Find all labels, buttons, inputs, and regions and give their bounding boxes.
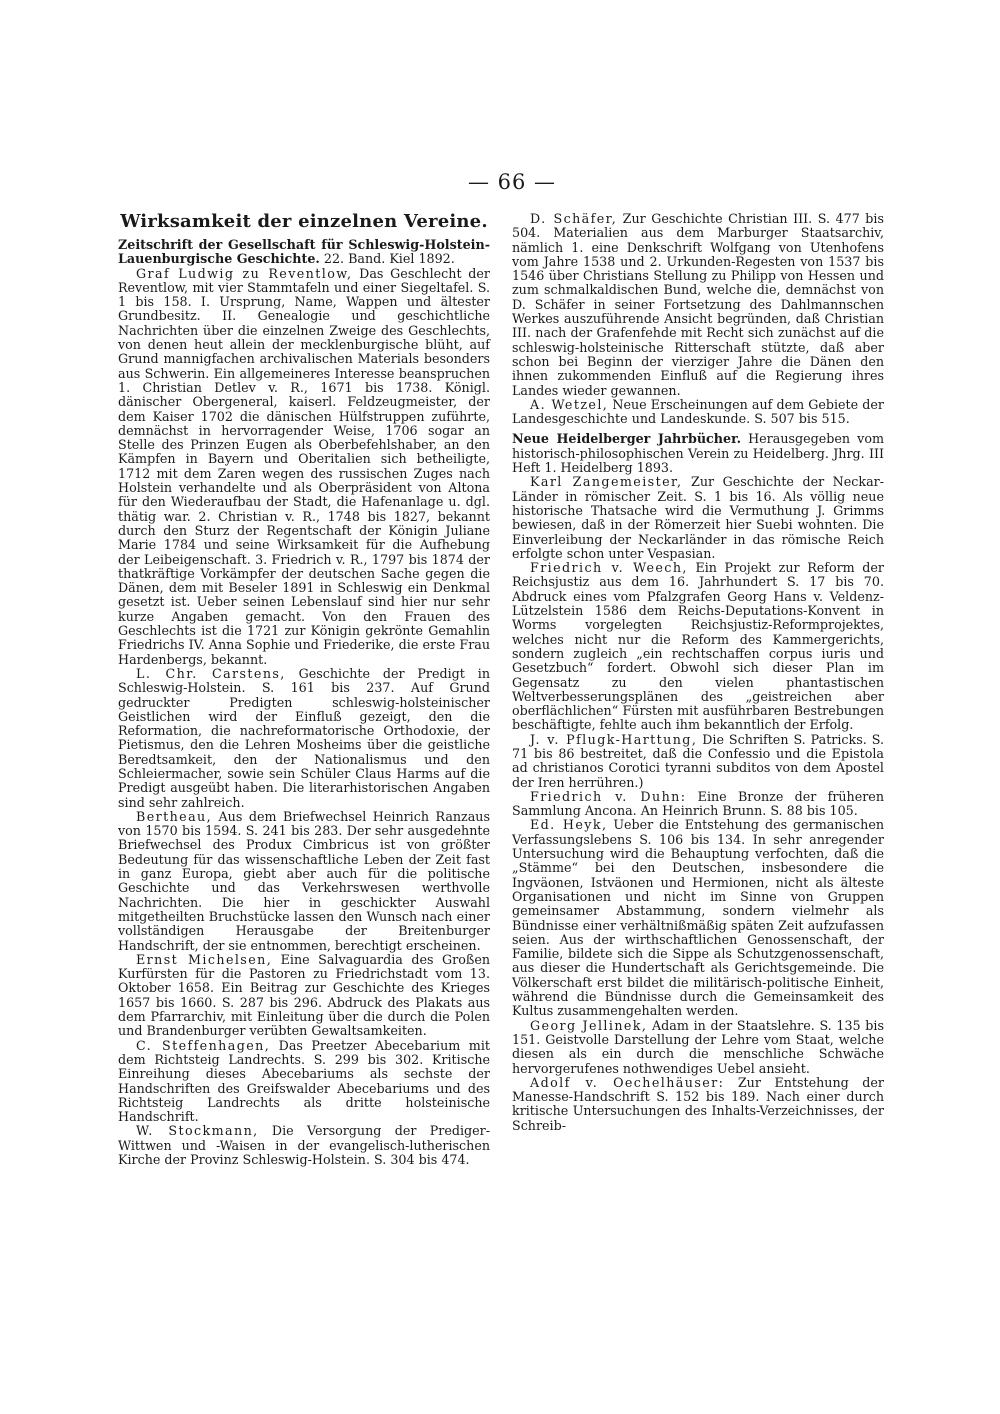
entry-zangemeister — [512, 475, 884, 561]
entry-text: Zur Geschichte der Neckar-Länder in römischer Zeit. S. 1 bis 16. Als völlig neue historische Thatsache wird die Vermuthung J. Grimms bewiesen, daß in der Römerzeit hier Suebi wohnten. Die Einverleibung der Neckarländer in das römische Reich erfolgte schon unter Vespasian. — [512, 474, 884, 561]
entry-author: Bertheau, — [136, 808, 213, 824]
entry-text: Eine Bronze der früheren Sammlung Ancona. An Heinrich Brunn. S. 88 bis 105. — [512, 788, 884, 819]
entry-author: A. Wetzel, — [530, 396, 609, 412]
entry-jellinek — [512, 1019, 884, 1076]
entry-text: Das Preetzer Abecebarium mit dem Richtsteig Landrechts. S. 299 bis 302. Kritische Einreihung dieses Abecebariums als sechste der Handschriften des Greifswalder Abecebariums und des Richtsteig Landrechts als dritte holsteinische Handschrift. — [118, 1037, 490, 1125]
entry-text: Die Versorgung der Prediger-Wittwen und -Waisen in der evangelisch-lutherischen Kirche der Provinz Schleswig-Holstein. S. 304 bis 474. — [118, 1123, 491, 1167]
entry-steffenhagen — [118, 1039, 490, 1125]
entry-text: Neue Erscheinungen auf dem Gebiete der Landesgeschichte und Landeskunde. S. 507 bis 515. — [512, 396, 884, 427]
entry-oechelhaeuser — [512, 1076, 884, 1133]
entry-heyk — [512, 818, 884, 1018]
entry-author: Karl Zangemeister, — [530, 474, 683, 490]
entry-carstens — [118, 667, 490, 810]
entry-text: Das Geschlecht der Reventlow, mit vier Stammtafeln und einer Siegeltafel. S. 1 bis 158. I. Ursprung, Name, Wappen und ältester Grundbesitz. II. Genealogie und geschichtliche Nachrichten über die einzelnen Zweige des Geschlechts, von denen heut allein der mecklenburgische blüht, auf Grund mannigfachen archivalischen Materials besonders aus Schwerin. Ein allgemeineres Interesse beanspruchen 1. Christian Detlev v. R., 1671 bis 1738. Königl. dänischer Obergeneral, kaiserl. Feldzeugmeister, der dem Kaiser 1702 die dänischen Hülfstruppen zuführte, demnächst in hervorragender Weise, 1706 sogar an Stelle des Prinzen Eugen als Oberbefehlshaber, an den Kämpfen in Bayern und Oberitalien sich betheiligte, 1712 mit dem Zaren wegen des russischen Zuges nach Holstein verhandelte und als Oberpräsident von Altona für den Wiederaufbau der Stadt, die Hafenanlage u. dgl. thätig war. 2. Christian v. R., 1748 bis 1827, bekannt durch den Sturz der Regentschaft der Königin Juliane Marie 1784 und seine Wirksamkeit für die Aufhebung der Leibeigenschaft. 3. Friedrich v. R., 1797 bis 1874 der thatkräftige Vorkämpfer der deutschen Sache gegen die Dänen, dem mit Beseler 1891 in Schleswig ein Denkmal gesetzt ist. Ueber seinen Lebenslauf sind hier nur sehr kurze Angaben gemacht. Von den Frauen des Geschlechts ist die 1721 zur Königin gekrönte Gemahlin Friedrichs IV. Anna Sophie und Friederike, die erste Frau Hardenbergs, bekannt. — [118, 265, 490, 667]
entry-text: Geschichte der Predigt in Schleswig-Holstein. S. 161 bis 237. Auf Grund gedruckter Predigten schleswig-holsteinischer Geistlichen wird der Einfluß gezeigt, den die Reformation, die nachreformatorische Orthodoxie, der Pietismus, den die Lehren Mosheims über die geistliche Beredtsamkeit, den der Nationalismus und den Schleiermacher, sowie sein Schüler Claus Harms auf die Predigt ausgeübt haben. Die literarhistorischen Angaben sind sehr zahlreich. — [118, 665, 490, 810]
entry-text: Ein Projekt zur Reform der Reichsjustiz aus dem 16. Jahrhundert S. 17 bis 70. Abdruck eines vom Pfalzgrafen Georg Hans v. Veldenz-Lützelstein 1586 dem Reichs-Deputations-Konvent in Worms vorgelegten Reichsjustiz-Reformprojektes, welches nicht nur die Reform des Kammergerichts, sondern zugleich „ein rechtschaffen corpus iuris und Gesetzbuch“ fordert. Obwohl sich dieser Plan im Gegensatz zu den vielen phantastischen Weltverbesserungsplänen des „geistreichen aber oberflächlichen“ Fürsten mit ausführbaren Bestrebungen beschäftigte, fehlte auch ihm bekanntlich der Erfolg. — [512, 560, 884, 733]
entry-text: Zur Entstehung der Manesse-Handschrift S. 152 bis 189. Nach einer durch kritische Untersuchungen des Inhalts-Verzeichnisses, der Schreib- — [512, 1074, 884, 1133]
entry-text: Eine Salvaguardia des Großen Kurfürsten für die Pastoren zu Friedrichstadt vom 13. Oktober 1658. Ein Beitrag zur Geschichte des Krieges 1657 bis 1660. S. 287 bis 296. Abdruck des Plakats aus dem Pfarrarchiv, mit Einleitung über die durch die Polen und Brandenburger verübten Gewaltsamkeiten. — [118, 951, 491, 1039]
page-number: — 66 — — [467, 170, 557, 194]
entry-author: Adolf v. Oechelhäuser: — [530, 1074, 725, 1090]
entry-author: C. Steffenhagen, — [136, 1037, 271, 1053]
right-column — [512, 212, 884, 1133]
entry-weech — [512, 561, 884, 733]
entry-author: Ernst Michelsen, — [136, 951, 273, 967]
entry-author: Ed. Heyk, — [530, 817, 608, 833]
entry-author: Graf Ludwig zu Reventlow, — [136, 265, 353, 281]
entry-text: Aus dem Briefwechsel Heinrich Ranzaus von 1570 bis 1594. S. 241 bis 283. Der sehr ausgedehnte Briefwechsel des Produx Cimbricus ist von größter Bedeutung für das wissenschaftliche Leben der Zeit fast in ganz Europa, giebt aber auch für die politische Geschichte und das Verkehrswesen werthvolle Nachrichten. Die hier in geschickter Auswahl mitgetheilten Bruchstücke lassen den Wunsch nach einer vollständigen Herausgabe der Breitenburger Handschrift, der sie entnommen, berechtigt erscheinen. — [118, 808, 490, 953]
entry-author: L. Chr. Carstens, — [136, 665, 286, 681]
left-column — [118, 212, 490, 1167]
entry-author: Georg Jellinek, — [530, 1017, 648, 1033]
entry-stockmann — [118, 1124, 490, 1167]
journal-title: Neue Heidelberger Jahrbücher. — [512, 431, 742, 447]
entry-text: Ueber die Entstehung des germanischen Verfassungslebens S. 106 bis 134. In sehr anregender Untersuchung wird die Behauptung verfochten, daß die „Stämme“ bei den Deutschen, insbesondere die Ingväonen, Istväonen und Hermionen, nicht als älteste Organisationen und nicht im Sinne von Gruppen gemeinsamer Abstammung, sondern vielmehr als Bündnisse einer verhältnißmäßig späten Zeit aufzufassen seien. Aus der wirthschaftlichen Genossenschaft, der Familie, bildete sich die Sippe als Schutzgenossenschaft, aus dieser die Hundertschaft als Gerichtsgemeinde. Die Völkerschaft erst bildet die militärisch-politische Einheit, während die Bündnisse durch die Gemeinsamkeit des Kultus zusammengehalten werden. — [512, 817, 884, 1019]
entry-wetzel — [512, 398, 884, 427]
entry-michelsen — [118, 953, 490, 1039]
entry-author: D. Schäfer, — [530, 211, 618, 226]
entry-bertheau — [118, 810, 490, 953]
journal-info: 22. Band. Kiel 1892. — [319, 251, 455, 267]
entry-text: Adam in der Staatslehre. S. 135 bis 151. Geistvolle Darstellung der Lehre vom Staat, welche diesen als ein durch die menschliche Schwäche hervorgerufenes nothwendiges Uebel ansieht. — [512, 1017, 884, 1076]
entry-pflugk-harttung — [512, 733, 884, 790]
section-heading: Wirksamkeit der einzelnen Vereine. — [120, 211, 488, 232]
entry-author: Friedrich v. Weech, — [530, 560, 688, 576]
journal-header — [512, 432, 884, 475]
journal-title: Zeitschrift der Gesellschaft für Schleswig-Holstein-Lauenburgische Geschichte. — [118, 237, 490, 267]
entry-duhn — [512, 790, 884, 819]
entry-author: Friedrich v. Duhn: — [530, 788, 687, 804]
journal-info: Herausgegeben vom historisch-philosophischen Verein zu Heidelberg. Jhrg. III Heft 1. Heidelberg 1893. — [512, 431, 884, 476]
entry-reventlow — [118, 267, 490, 667]
entry-text: Zur Geschichte Christian III. S. 477 bis 504. Materialien aus dem Marburger Staatsarchiv, nämlich 1. eine Denkschrift Wolfgang von Utenhofens vom Jahre 1538 und 2. Urkunden-Regesten von 1537 bis 1546 über Christians Stellung zu Philipp von Hessen und zum schmalkaldischen Bund, welche die, demnächst von D. Schäfer in seiner Fortsetzung des Dahlmannschen Werkes auszuführende Ansicht begründen, daß Christian III. nach der Grafenfehde mit Recht sich zunächst auf die schleswig-holsteinische Ritterschaft stützte, daß aber schon bei Beginn der vierziger Jahre die Dänen den ihnen zukommenden Einfluß auf die Regierung ihres Landes wieder gewannen. — [512, 211, 884, 398]
entry-schaefer — [512, 212, 884, 398]
entry-author: J. v. Pflugk-Harttung, — [530, 731, 698, 747]
entry-author: W. Stockmann, — [136, 1123, 259, 1139]
journal-header — [118, 238, 490, 267]
entry-text: Die Schriften S. Patricks. S. 71 bis 86 bestreitet, daß die Confessio und die Epistola ad christianos Corotici tyranni subditos von dem Apostel der Iren herrühren.) — [512, 731, 884, 790]
